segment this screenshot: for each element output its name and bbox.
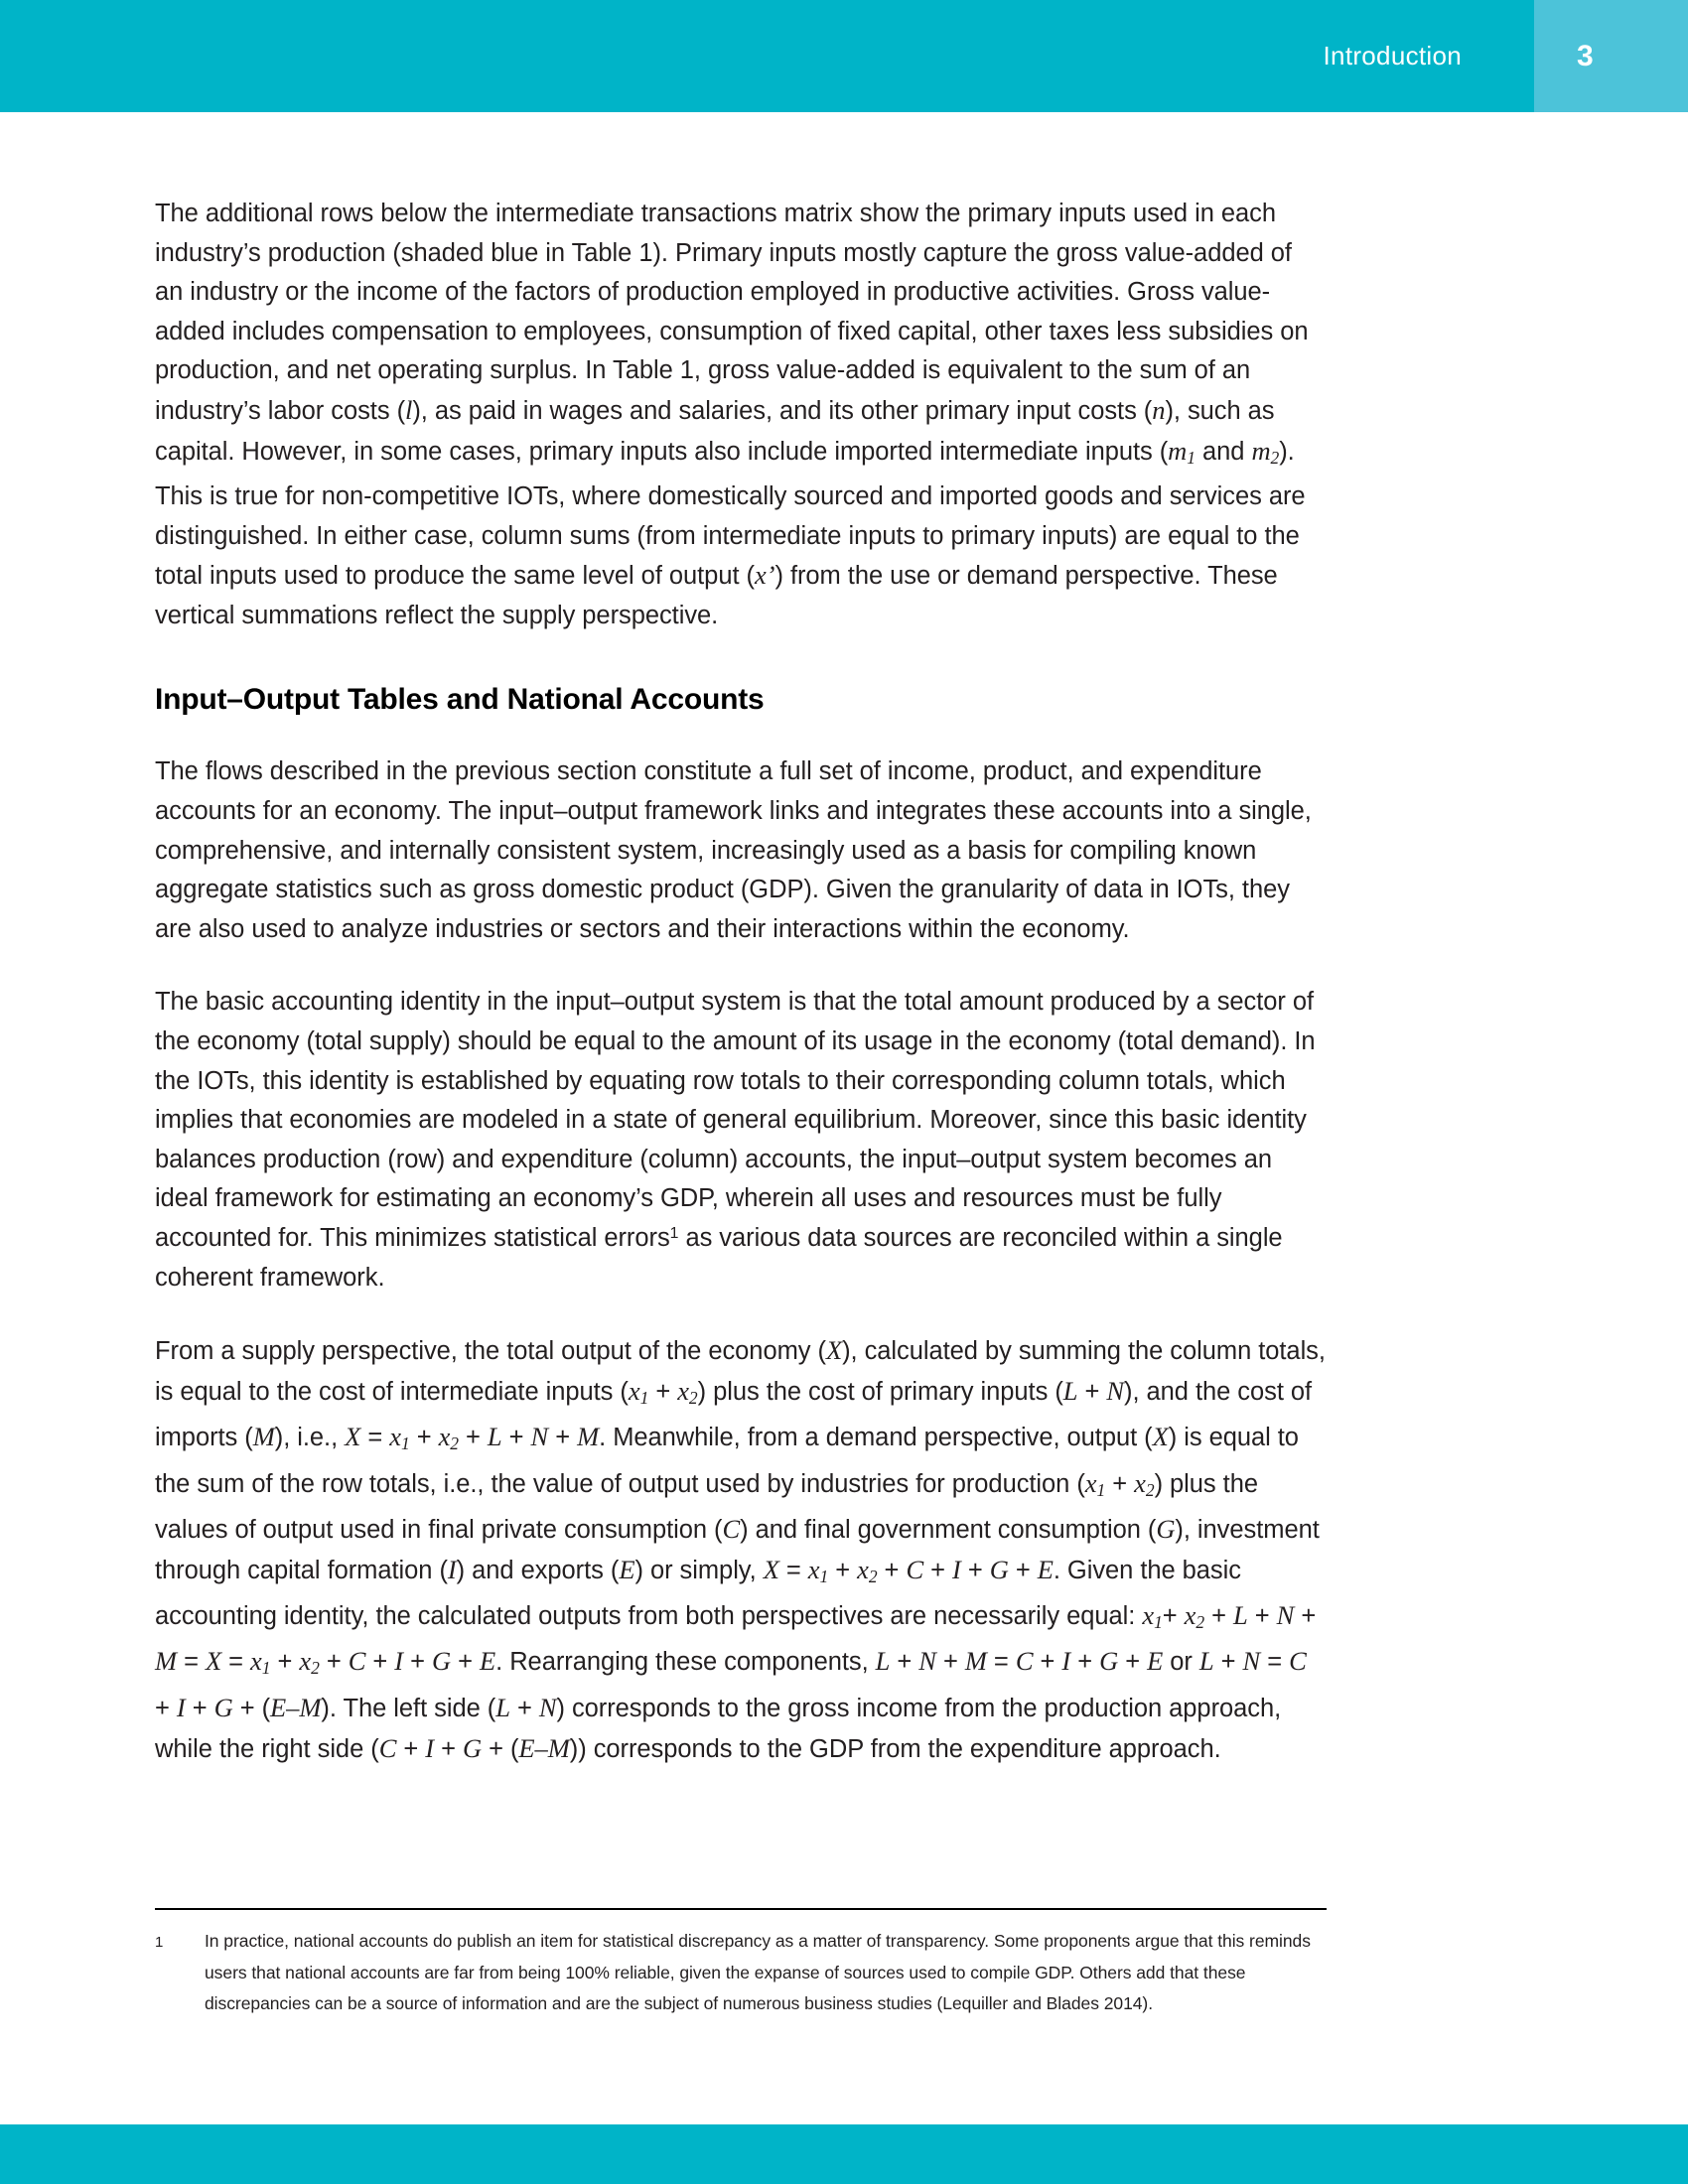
- p4-s39: . Rearranging these components,: [495, 1648, 876, 1677]
- math-var-M-4: M: [964, 1646, 987, 1677]
- math-var-E-2: E: [1037, 1554, 1054, 1584]
- p4-s16: ) plus the values of output used in final private consumption (: [155, 1469, 1258, 1544]
- math-var-I-1: I: [447, 1554, 457, 1584]
- math-var-M-3: M: [155, 1646, 178, 1677]
- p4-s50: +: [185, 1694, 214, 1722]
- math-var-M-2: M: [577, 1422, 600, 1452]
- math-var-x1-a-base: x: [628, 1375, 640, 1406]
- math-var-x-prime: x’: [754, 560, 775, 591]
- math-var-N-5: N: [1242, 1646, 1261, 1677]
- math-var-G-5: G: [213, 1692, 233, 1722]
- paragraph-supply-demand-identity: [155, 1331, 1327, 1769]
- p4-s28: +: [1162, 1602, 1185, 1631]
- math-var-L-5: L: [1198, 1646, 1214, 1677]
- math-var-X-3: X: [1152, 1422, 1169, 1452]
- math-var-X-2: X: [345, 1422, 361, 1452]
- math-var-x2-e-base: x: [1184, 1600, 1196, 1631]
- math-var-x2-c-base: x: [1134, 1467, 1146, 1498]
- math-var-m1: [1168, 436, 1196, 466]
- p4-s52: ). The left side (: [321, 1694, 496, 1722]
- p4-s51: + (: [232, 1694, 271, 1722]
- math-var-x2-b: [439, 1422, 459, 1451]
- math-var-C-2: C: [906, 1554, 924, 1584]
- p4-s35: +: [319, 1648, 349, 1677]
- math-var-E-3: E: [479, 1646, 496, 1677]
- math-var-G-2: G: [989, 1554, 1009, 1584]
- p4-s11: +: [501, 1424, 531, 1452]
- p4-s24: +: [923, 1556, 952, 1584]
- p4-s29: +: [1204, 1602, 1234, 1631]
- p4-s08: =: [360, 1424, 390, 1452]
- math-var-G-4: G: [1099, 1646, 1119, 1677]
- para1-part5: ). This is true for non-competitive IOTs, where domestically sourced and imported goods and services are distinguished. In either case, column sums (from intermediate inputs to primary inputs) are equal to the total inputs used to produce the same level of output (: [155, 437, 1306, 591]
- p4-s05: +: [1077, 1377, 1107, 1406]
- p4-s33: =: [221, 1648, 251, 1677]
- math-var-x1-f-base: x: [250, 1646, 262, 1677]
- math-var-m1-subscript: 1: [1187, 447, 1196, 468]
- math-var-N-6: N: [538, 1692, 557, 1722]
- math-var-x1-e-base: x: [1142, 1600, 1155, 1631]
- para3-part1: The basic accounting identity in the input–output system is that the total amount produced by a sector of the economy (total supply) should be equal to the amount of its usage in the economy (total demand). In the IOTs, this identity is established by equating row totals to their corresponding column totals, which implies that economies are modeled in a state of general equilibrium. Moreover, since this basic identity balances production (row) and expenditure (column) accounts, the input–output system becomes an ideal framework for estimating an economy’s GDP, wherein all uses and resources must be fully accounted for. This minimizes statistical errors: [155, 988, 1316, 1252]
- p4-s57: + (: [482, 1734, 519, 1763]
- math-var-x1-c-base: x: [1084, 1467, 1097, 1498]
- math-var-M-1: M: [252, 1422, 275, 1452]
- section-heading-io-tables: Input–Output Tables and National Accounts: [155, 683, 765, 717]
- p4-s34: +: [270, 1648, 300, 1677]
- math-var-m2-subscript: 2: [1270, 447, 1280, 468]
- p4-s02: ), calculated by summing the column totals, is equal to the cost of intermediate inputs (: [155, 1337, 1326, 1406]
- footnote-separator-rule: [155, 1908, 1327, 1910]
- p4-s14: ) is equal to the sum of the row totals, i.e., the value of output used by industries for production (: [155, 1424, 1299, 1498]
- math-var-n: n: [1152, 394, 1166, 425]
- p4-s12: +: [548, 1424, 578, 1452]
- math-var-x1-f-sub: 1: [261, 1658, 271, 1679]
- p4-s18: ), investment through capital formation (: [155, 1516, 1320, 1584]
- math-var-x2-d-sub: 2: [868, 1566, 878, 1586]
- math-var-I-2: I: [952, 1554, 961, 1584]
- p4-s44: +: [1070, 1648, 1100, 1677]
- para1-part2: ), as paid in wages and salaries, and its other primary input costs (: [412, 396, 1153, 425]
- math-var-x2-e: [1185, 1600, 1204, 1630]
- math-var-I-6: I: [425, 1732, 435, 1763]
- math-var-L-4: L: [875, 1646, 891, 1677]
- p4-s54: ) corresponds to the gross income from the production approach, while the right side (: [155, 1694, 1282, 1763]
- math-var-E-4: E: [1147, 1646, 1164, 1677]
- math-var-x2-b-sub: 2: [450, 1433, 459, 1453]
- math-var-x2-b-base: x: [438, 1422, 451, 1452]
- math-var-x2-a-sub: 2: [688, 1387, 698, 1408]
- p4-s47: +: [1213, 1648, 1243, 1677]
- math-var-x1-e: [1142, 1600, 1162, 1630]
- paragraph-primary-inputs: [155, 195, 1327, 635]
- math-var-X-1: X: [825, 1335, 843, 1366]
- math-var-L-2: L: [487, 1422, 502, 1452]
- math-var-I-4: I: [1061, 1646, 1071, 1677]
- math-var-I-3: I: [394, 1646, 404, 1677]
- p4-s22: +: [828, 1556, 858, 1584]
- math-var-x2-c-sub: 2: [1145, 1479, 1155, 1500]
- math-var-x2-e-sub: 2: [1196, 1611, 1205, 1632]
- math-var-m1-base: m: [1168, 435, 1188, 466]
- math-var-x1-d-base: x: [807, 1554, 820, 1584]
- math-var-x1-b-base: x: [389, 1422, 401, 1452]
- p4-s09: +: [409, 1424, 439, 1452]
- math-var-N-4: N: [918, 1646, 936, 1677]
- math-var-x1-a-sub: 1: [639, 1387, 649, 1408]
- math-var-C-3: C: [348, 1646, 366, 1677]
- p4-s27: . Given the basic accounting identity, the calculated outputs from both perspectives are necessarily equal:: [155, 1556, 1241, 1631]
- math-var-I-5: I: [176, 1692, 186, 1722]
- math-var-C-5: C: [1289, 1646, 1307, 1677]
- math-var-x2-c: [1134, 1468, 1154, 1498]
- p4-s56: +: [434, 1734, 463, 1763]
- math-var-x2-a: [677, 1376, 697, 1406]
- p4-s55: +: [396, 1734, 426, 1763]
- footnote-reference-1[interactable]: 1: [669, 1225, 679, 1243]
- math-var-x1-b: [389, 1422, 409, 1451]
- math-var-l: l: [405, 394, 413, 425]
- p4-s03: +: [648, 1377, 678, 1406]
- math-var-x1-a: [629, 1376, 648, 1406]
- math-var-G-3: G: [431, 1646, 452, 1677]
- math-var-x2-a-base: x: [677, 1375, 689, 1406]
- math-var-x1-f: [250, 1646, 271, 1679]
- math-var-x2-d-base: x: [857, 1554, 869, 1584]
- page-footer-band: [0, 2124, 1688, 2184]
- p4-s30: +: [1247, 1602, 1277, 1631]
- p4-s01: From a supply perspective, the total output of the economy (: [155, 1337, 826, 1366]
- math-var-x1-c: [1085, 1468, 1105, 1498]
- math-var-L-1: L: [1062, 1375, 1078, 1406]
- p4-s25: +: [960, 1556, 990, 1584]
- p4-s26: +: [1008, 1556, 1038, 1584]
- footnote-marker-1: 1: [155, 1934, 164, 1951]
- math-var-x1-b-sub: 1: [400, 1433, 410, 1453]
- math-var-m2-base: m: [1251, 435, 1271, 466]
- math-var-x2-f-sub: 2: [311, 1658, 320, 1679]
- math-expr-E-minus-M-2: E–M: [518, 1732, 570, 1763]
- p4-s21: =: [778, 1556, 808, 1584]
- p4-s04: ) plus the cost of primary inputs (: [697, 1377, 1063, 1406]
- running-header-title: Introduction: [1323, 41, 1462, 70]
- page-header-band: [0, 0, 1688, 112]
- p4-s53: +: [509, 1694, 539, 1722]
- p4-s58: )) corresponds to the GDP from the expenditure approach.: [569, 1734, 1221, 1763]
- p4-s19: ) and exports (: [456, 1556, 620, 1584]
- p4-s15: +: [1105, 1469, 1135, 1498]
- math-var-m2: [1251, 436, 1279, 466]
- p4-s46: or: [1163, 1648, 1199, 1677]
- p4-s20: ) or simply,: [634, 1556, 764, 1584]
- math-var-G-1: G: [1156, 1514, 1176, 1544]
- math-var-N-3: N: [1276, 1600, 1295, 1631]
- p4-s31: +: [1294, 1602, 1317, 1631]
- p4-s17: ) and final government consumption (: [740, 1516, 1157, 1544]
- p4-s48: =: [1260, 1648, 1290, 1677]
- para1-part1: The additional rows below the intermediate transactions matrix show the primary inputs used in each industry’s production (shaded blue in Table 1). Primary inputs mostly capture the gross value-added of an industry or the income of the factors of production employed in productive activities. Gross value-added includes compensation to employees, consumption of fixed capital, other taxes less subsidies on production, and net operating surplus. In Table 1, gross value-added is equivalent to the sum of an industry’s labor costs (: [155, 200, 1309, 425]
- paragraph-flows-accounts: The flows described in the previous section constitute a full set of income, product, and expenditure accounts for an economy. The input–output framework links and integrates these accounts into a single, comprehensive, and internally consistent system, increasingly used as a basis for compiling known aggregate statistics such as gross domestic product (GDP). Given the granularity of data in IOTs, they are also used to analyze industries or sectors and their interactions within the economy.: [155, 757, 1312, 943]
- page-number-block: 3: [1534, 0, 1688, 112]
- math-var-L-6: L: [495, 1692, 510, 1722]
- p4-s36: +: [365, 1648, 395, 1677]
- math-var-C-4: C: [1015, 1646, 1034, 1677]
- math-var-x2-f: [299, 1646, 320, 1679]
- math-var-x1-d: [808, 1555, 828, 1584]
- math-var-X-5: X: [205, 1646, 222, 1677]
- math-var-L-3: L: [1233, 1600, 1248, 1631]
- math-var-x2-d: [857, 1555, 877, 1584]
- math-var-x1-d-sub: 1: [819, 1566, 829, 1586]
- math-var-x1-e-sub: 1: [1154, 1611, 1163, 1632]
- math-expr-E-minus-M-1: E–M: [270, 1692, 322, 1722]
- math-var-E-1: E: [619, 1554, 635, 1584]
- math-var-x1-c-sub: 1: [1096, 1479, 1106, 1500]
- p4-s13: . Meanwhile, from a demand perspective, output (: [599, 1424, 1153, 1452]
- p4-s06: ), and the cost of imports (: [155, 1377, 1313, 1452]
- p4-s23: +: [877, 1556, 907, 1584]
- p4-s42: =: [986, 1648, 1016, 1677]
- math-var-N-1: N: [1106, 1375, 1125, 1406]
- page-content: [155, 195, 1327, 1769]
- p4-s40: +: [890, 1648, 919, 1677]
- p4-s07: ), i.e.,: [274, 1424, 346, 1452]
- p4-s10: +: [459, 1424, 488, 1452]
- para1-part6: ) from the use or demand perspective. These vertical summations reflect the supply perspective.: [155, 562, 1278, 629]
- math-var-x2-f-base: x: [299, 1646, 312, 1677]
- footnote-text-1: In practice, national accounts do publish an item for statistical discrepancy as a matter of transparency. Some proponents argue that this reminds users that national accounts are far from being 100% reliable, given the expanse of sources used to compile GDP. Others add that these discrepancies can be a source of information and are the subject of numerous business studies (Lequiller and Blades 2014).: [205, 1931, 1311, 2013]
- math-var-X-4: X: [763, 1554, 779, 1584]
- p4-s45: +: [1118, 1648, 1148, 1677]
- p4-s32: =: [177, 1648, 206, 1677]
- para3-part2: as various data sources are reconciled within a single coherent framework.: [155, 1223, 1283, 1292]
- paragraph-accounting-identity: [155, 983, 1327, 1297]
- p4-s49: +: [155, 1694, 177, 1722]
- para1-part4: and: [1195, 437, 1252, 466]
- math-var-C-6: C: [378, 1732, 397, 1763]
- math-var-G-6: G: [462, 1732, 483, 1763]
- p4-s37: +: [403, 1648, 432, 1677]
- p4-s41: +: [935, 1648, 965, 1677]
- math-var-N-2: N: [530, 1422, 549, 1452]
- p4-s38: +: [451, 1648, 480, 1677]
- para1-part3: ), such as capital. However, in some cases, primary inputs also include imported intermediate inputs (: [155, 396, 1275, 466]
- math-var-C-1: C: [722, 1514, 741, 1544]
- footnote-block: [155, 1926, 1327, 2020]
- p4-s43: +: [1033, 1648, 1062, 1677]
